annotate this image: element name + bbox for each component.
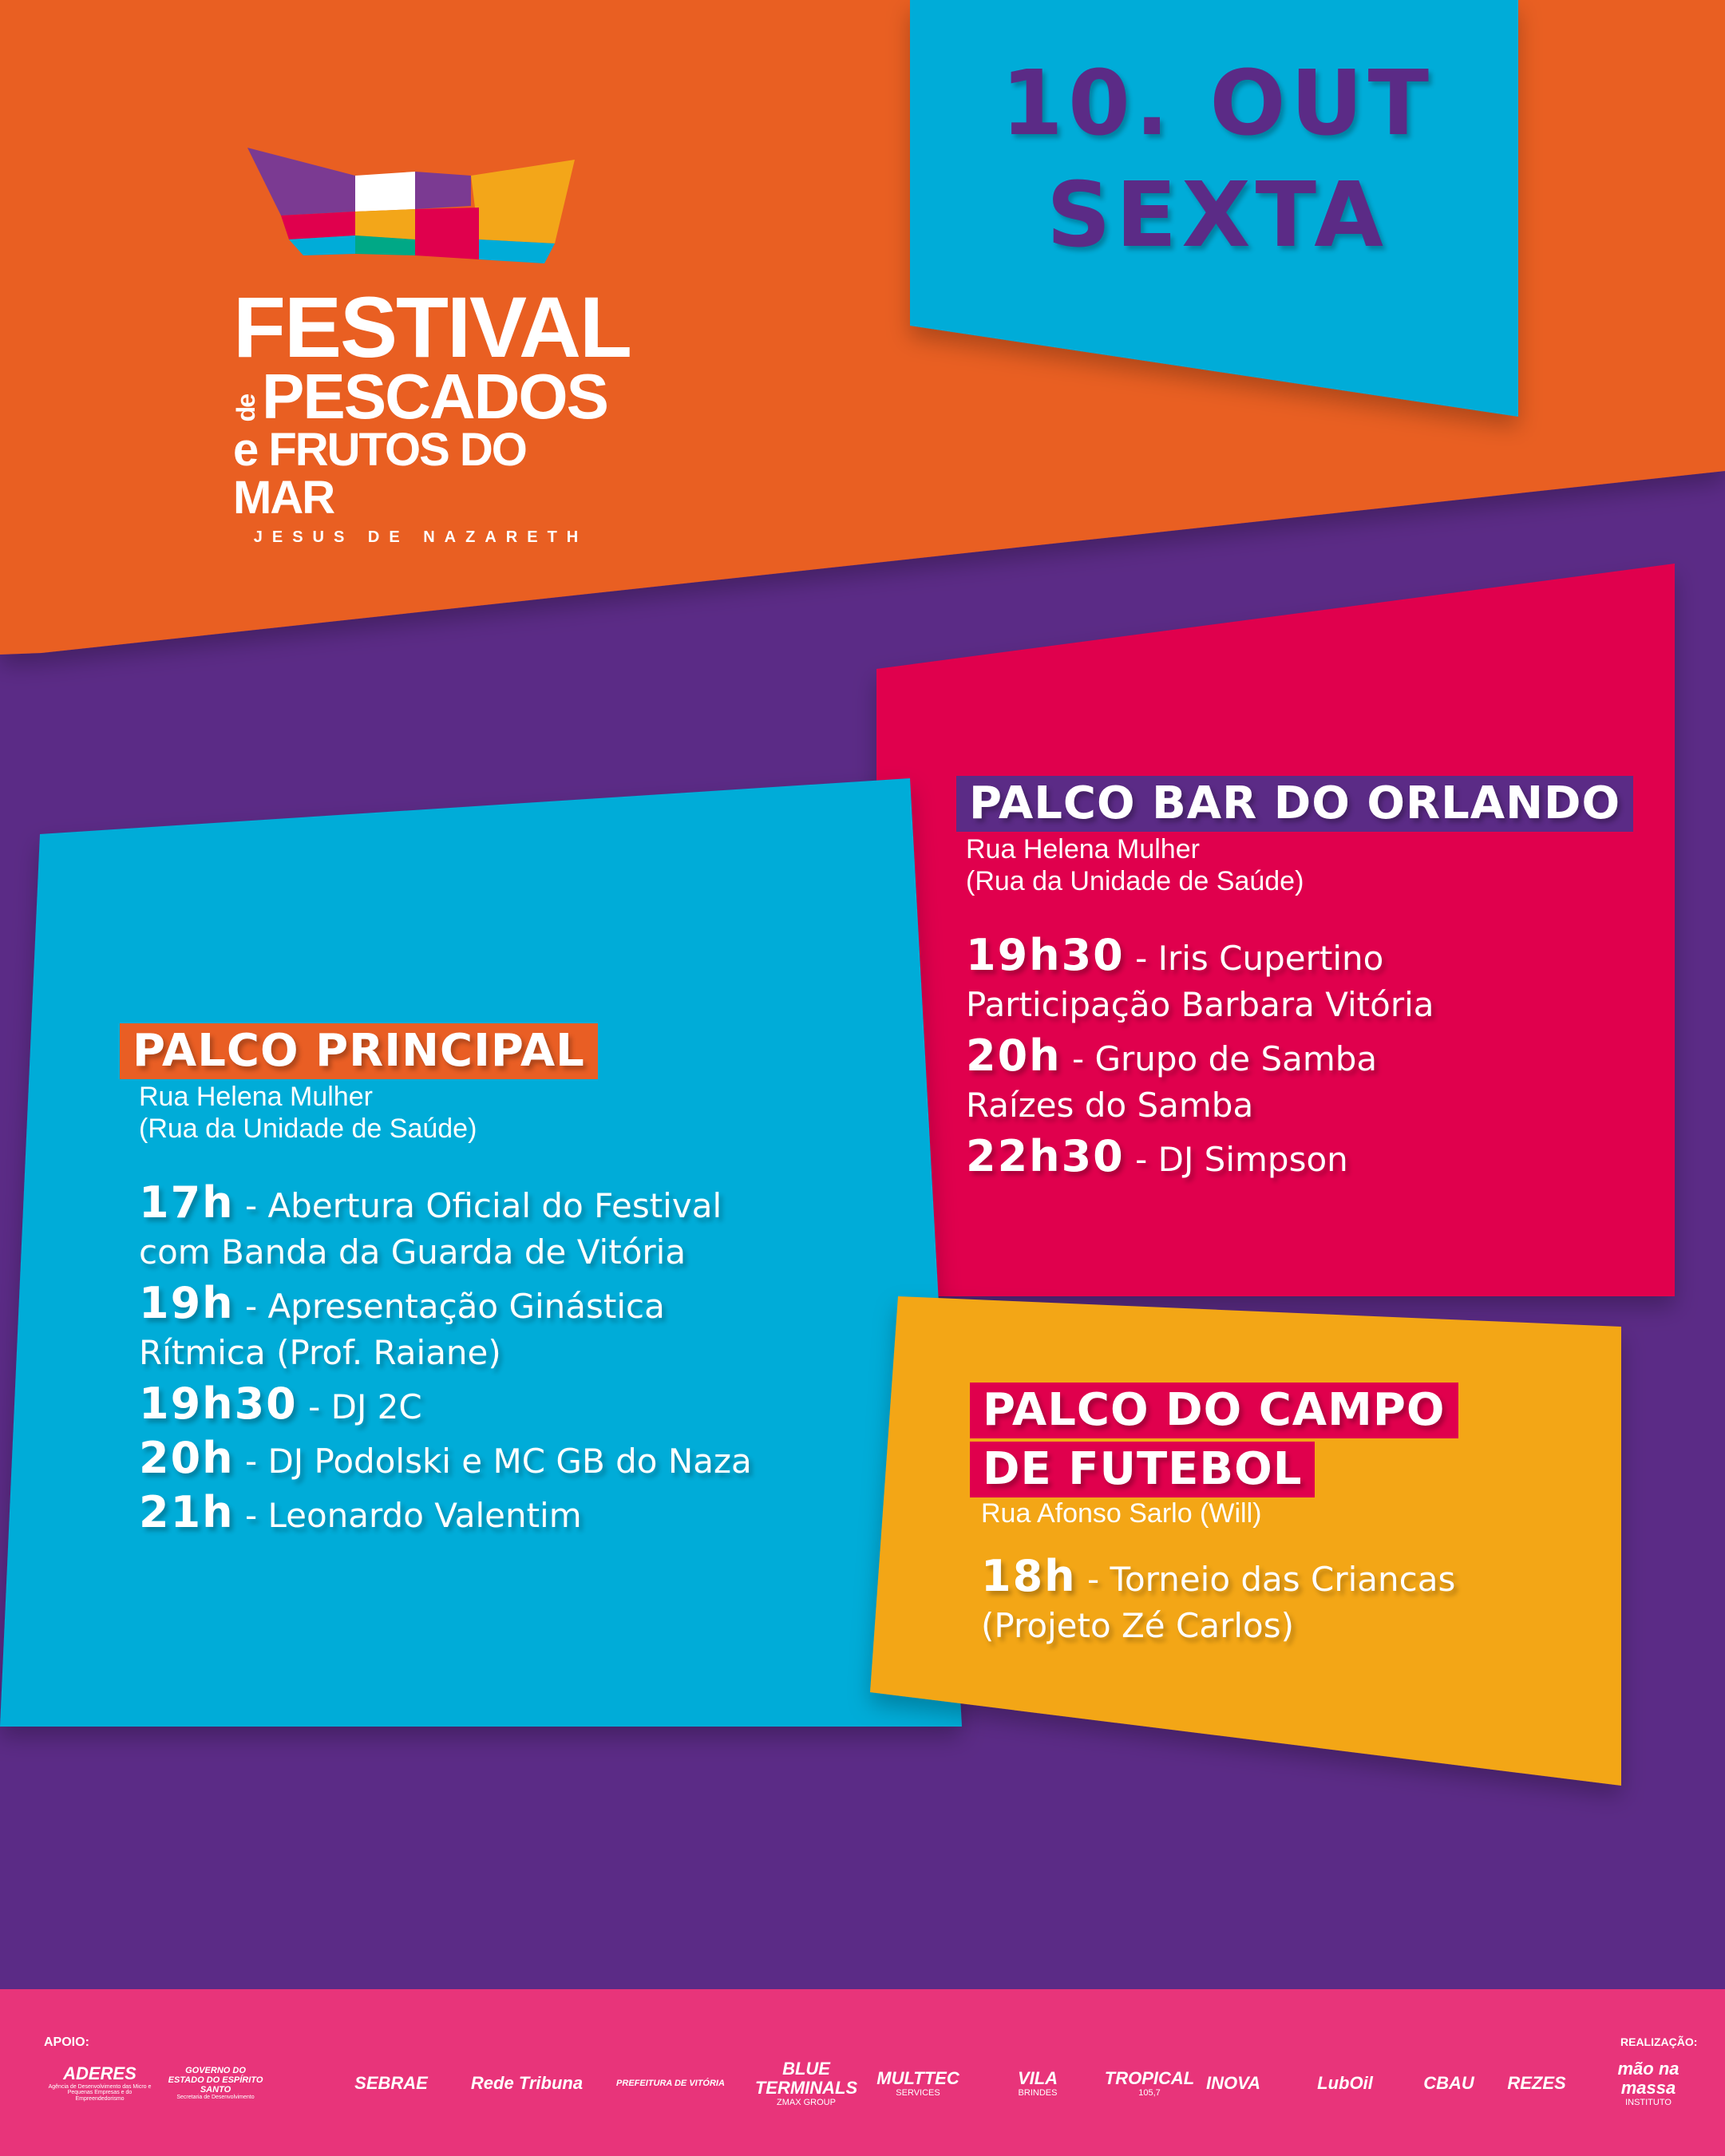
schedule-description: - DJ Podolski e MC GB do Naza [234,1442,752,1481]
stage-principal-title: PALCO PRINCIPAL [120,1023,598,1079]
sponsor-subtitle: SERVICES [896,2088,940,2099]
schedule-description-continued: com Banda da Guarda de Vitória [139,1232,686,1272]
stages.principal-schedule-item [139,1177,886,1276]
logo-subtitle: JESUS DE NAZARETH [253,528,588,546]
sponsor-name: Rede Tribuna [470,2072,584,2093]
stage-orlando-address1: Rua Helena Mulher [966,834,1200,864]
schedule-description: - DJ Simpson [1124,1140,1348,1179]
sponsor-subtitle: 105,7 [1138,2088,1161,2099]
stages.orlando-schedule-item [966,932,1659,1028]
sponsor-logo [1309,2055,1381,2111]
stage-campo-schedule [970,1553,1608,1649]
logo-line-festival: FESTIVAL [233,279,631,375]
schedule-description-continued: Raízes do Samba [966,1086,1254,1125]
sponsor-name: ADERES [63,2063,136,2084]
schedule-description-continued: Participação Barbara Vitória [966,985,1434,1024]
sponsor-subtitle: Secretaria de Desenvolvimento [176,2095,255,2101]
sponsor-name: mão na massa [1617,2058,1680,2098]
sponsor-subtitle: BRINDES [1018,2088,1058,2099]
sponsor-logo [168,2055,263,2111]
date-weekday: SEXTA [1046,164,1388,267]
schedule-description-continued: (Projeto Zé Carlos) [981,1606,1294,1645]
schedule-description: - Apresentação Ginástica [234,1287,665,1326]
schedule-description: - Abertura Oficial do Festival [234,1186,722,1225]
realizacao-label: REALIZAÇÃO: [1620,2035,1698,2048]
stage-orlando [956,776,1659,1188]
logo-line-pescados [231,361,608,432]
sponsor-logo [862,2055,974,2111]
sponsor-name: CBAU [1423,2072,1474,2093]
festival-logo-text [231,279,631,547]
stage-orlando-title: PALCO BAR DO ORLANDO [956,776,1633,832]
stages.campo-schedule-item [981,1553,1608,1649]
stage-principal [120,1023,886,1544]
sponsor-logo [1104,2055,1195,2111]
schedule-time: 19h30 [966,930,1125,980]
sponsor-logo [1417,2055,1481,2111]
logo-de: de [231,394,260,421]
stage-orlando-schedule [956,932,1659,1183]
schedule-time: 20h [966,1031,1062,1081]
sponsor-name: TROPICAL [1104,2067,1195,2088]
stage-campo-address1: Rua Afonso Sarlo (Will) [981,1498,1262,1529]
sponsor-name: LubOil [1317,2072,1373,2093]
sponsor-subtitle: ZMAX GROUP [777,2098,836,2108]
schedule-description-continued: Rítmica (Prof. Raiane) [139,1333,501,1372]
schedule-time: 19h30 [139,1379,298,1429]
sponsor-logo [1501,2055,1573,2111]
logo-line-frutos: e FRUTOS DO MAR [233,424,526,524]
sponsor-logo [994,2055,1082,2111]
schedule-description: - Torneio das Criancas [1076,1560,1456,1599]
stage-campo [970,1383,1608,1654]
sponsor-logo [603,2055,738,2111]
stage-campo-title-line1: PALCO DO CAMPO [970,1383,1458,1438]
sponsor-subtitle: INSTITUTO [1625,2098,1672,2108]
schedule-time: 18h [981,1551,1077,1601]
sponsor-logo [343,2055,439,2111]
schedule-time: 21h [139,1487,235,1537]
stages.orlando-schedule-item [966,1033,1659,1129]
stage-principal-address2: (Rua da Unidade de Saúde) [139,1114,477,1144]
stage-orlando-address2: (Rua da Unidade de Saúde) [966,866,1304,896]
sponsor-name: GOVERNO DO ESTADO DO ESPÍRITO SANTO [168,2066,263,2095]
sponsor-name: SEBRAE [354,2072,428,2093]
sponsor-logo [467,2055,587,2111]
sponsor-name: REZES [1507,2072,1566,2093]
sponsor-name: BLUE TERMINALS [754,2058,858,2098]
date-day: 10. OUT [1001,52,1434,156]
schedule-description: - Grupo de Samba [1061,1039,1378,1078]
schedule-time: 22h30 [966,1131,1125,1181]
stages.principal-schedule-item [139,1280,886,1376]
sponsor-logo [1596,2055,1700,2111]
sponsor-name: VILA [1017,2067,1058,2088]
stage-campo-title-line2: DE FUTEBOL [970,1442,1315,1497]
sponsor-name: INOVA [1205,2072,1261,2093]
sponsor-logo [754,2055,858,2111]
schedule-time: 17h [139,1177,235,1228]
schedule-description: - DJ 2C [297,1387,422,1426]
schedule-time: 20h [139,1433,235,1483]
stage-principal-schedule [120,1177,886,1539]
schedule-description: - Leonardo Valentim [234,1496,582,1535]
sponsor-name: PREFEITURA DE VITÓRIA [616,2078,725,2088]
sponsor-name: MULTTEC [876,2067,959,2088]
stages.principal-schedule-item [139,1489,886,1539]
sponsor-logo [44,2055,156,2111]
stages.principal-schedule-item [139,1435,886,1485]
logo-pescados: PESCADOS [262,361,607,432]
schedule-time: 19h [139,1278,235,1328]
stages.principal-schedule-item [139,1381,886,1430]
schedule-description: - Iris Cupertino [1124,939,1384,978]
stage-principal-address1: Rua Helena Mulher [139,1082,373,1112]
sponsor-logo [1197,2055,1269,2111]
apoio-label: APOIO: [44,2035,89,2049]
stages.orlando-schedule-item [966,1133,1659,1183]
sponsor-subtitle: Agência de Desenvolvimento das Micro e Pequenas Empresas e do Empreendedorismo [48,2083,152,2102]
event-date [998,48,1437,271]
